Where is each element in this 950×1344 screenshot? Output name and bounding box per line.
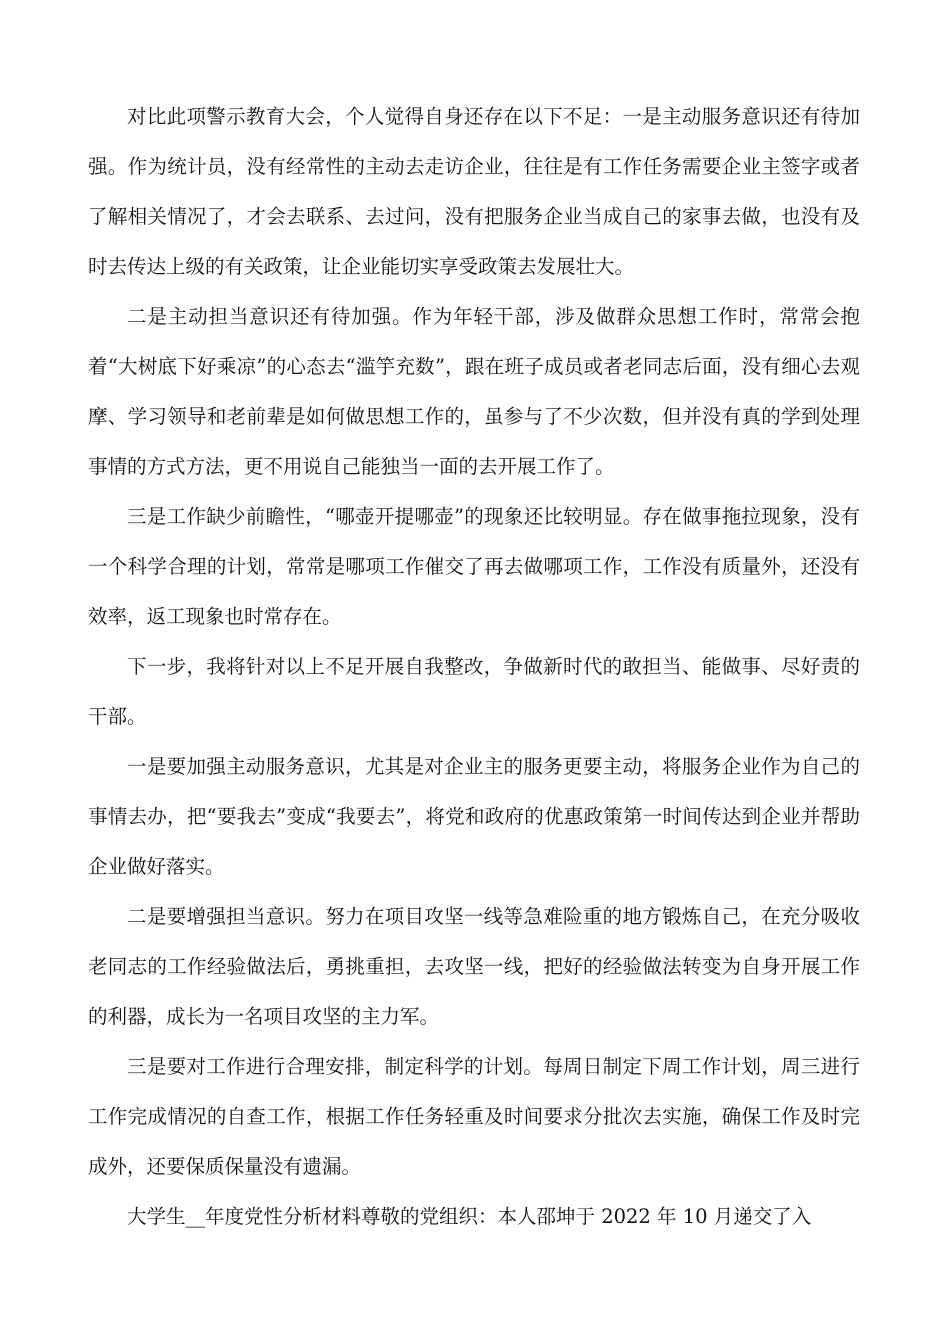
paragraph-party-analysis-start: 大学生__年度党性分析材料尊敬的党组织：本人邵坤于 2022 年 10 月递交了入 xyxy=(127,1205,812,1228)
paragraph-next-step: 下一步，我将针对以上不足开展自我整改，争做新时代的敢担当、能做事、尽好责的干部。 xyxy=(88,655,860,728)
paragraph-measure-three: 三是要对工作进行合理安排，制定科学的计划。每周日制定下周工作计划，周三进行工作完成情况的自查工作，根据工作任务轻重及时间要求分批次去实施，确保工作及时完成外，还要保质保量没有遗漏。 xyxy=(88,1055,860,1178)
paragraph-deficiency-three: 三是工作缺少前瞻性，“哪壶开提哪壶”的现象还比较明显。存在做事拖拉现象，没有一个科学合理的计划，常常是哪项工作催交了再去做哪项工作，工作没有质量外，还没有效率，返工现象也时常存在。 xyxy=(88,505,860,628)
paragraph-measure-two: 二是要增强担当意识。努力在项目攻坚一线等急难险重的地方锻炼自己，在充分吸收老同志的工作经验做法后，勇挑重担，去攻坚一线，把好的经验做法转变为自身开展工作的利器，成长为一名项目攻坚的主力军。 xyxy=(88,905,860,1028)
paragraph-measure-one: 一是要加强主动服务意识，尤其是对企业主的服务更要主动，将服务企业作为自己的事情去办，把“要我去”变成“我要去”，将党和政府的优惠政策第一时间传达到企业并帮助企业做好落实。 xyxy=(88,755,860,878)
paragraph-deficiency-intro: 对比此项警示教育大会，个人觉得自身还存在以下不足：一是主动服务意识还有待加强。作为统计员，没有经常性的主动去走访企业，往往是有工作任务需要企业主签字或者了解相关情况了，才会去联系、去过问，没有把服务企业当成自己的家事去做，也没有及时去传达上级的有关政策，让企业能切实享受政策去发展壮大。 xyxy=(88,105,860,278)
document-body xyxy=(88,92,860,1242)
paragraph-deficiency-two: 二是主动担当意识还有待加强。作为年轻干部，涉及做群众思想工作时，常常会抱着“大树底下好乘凉”的心态去“滥竽充数”，跟在班子成员或者老同志后面，没有细心去观摩、学习领导和老前辈是如何做思想工作的，虽参与了不少次数，但并没有真的学到处理事情的方式方法，更不用说自己能独当一面的去开展工作了。 xyxy=(88,305,860,478)
